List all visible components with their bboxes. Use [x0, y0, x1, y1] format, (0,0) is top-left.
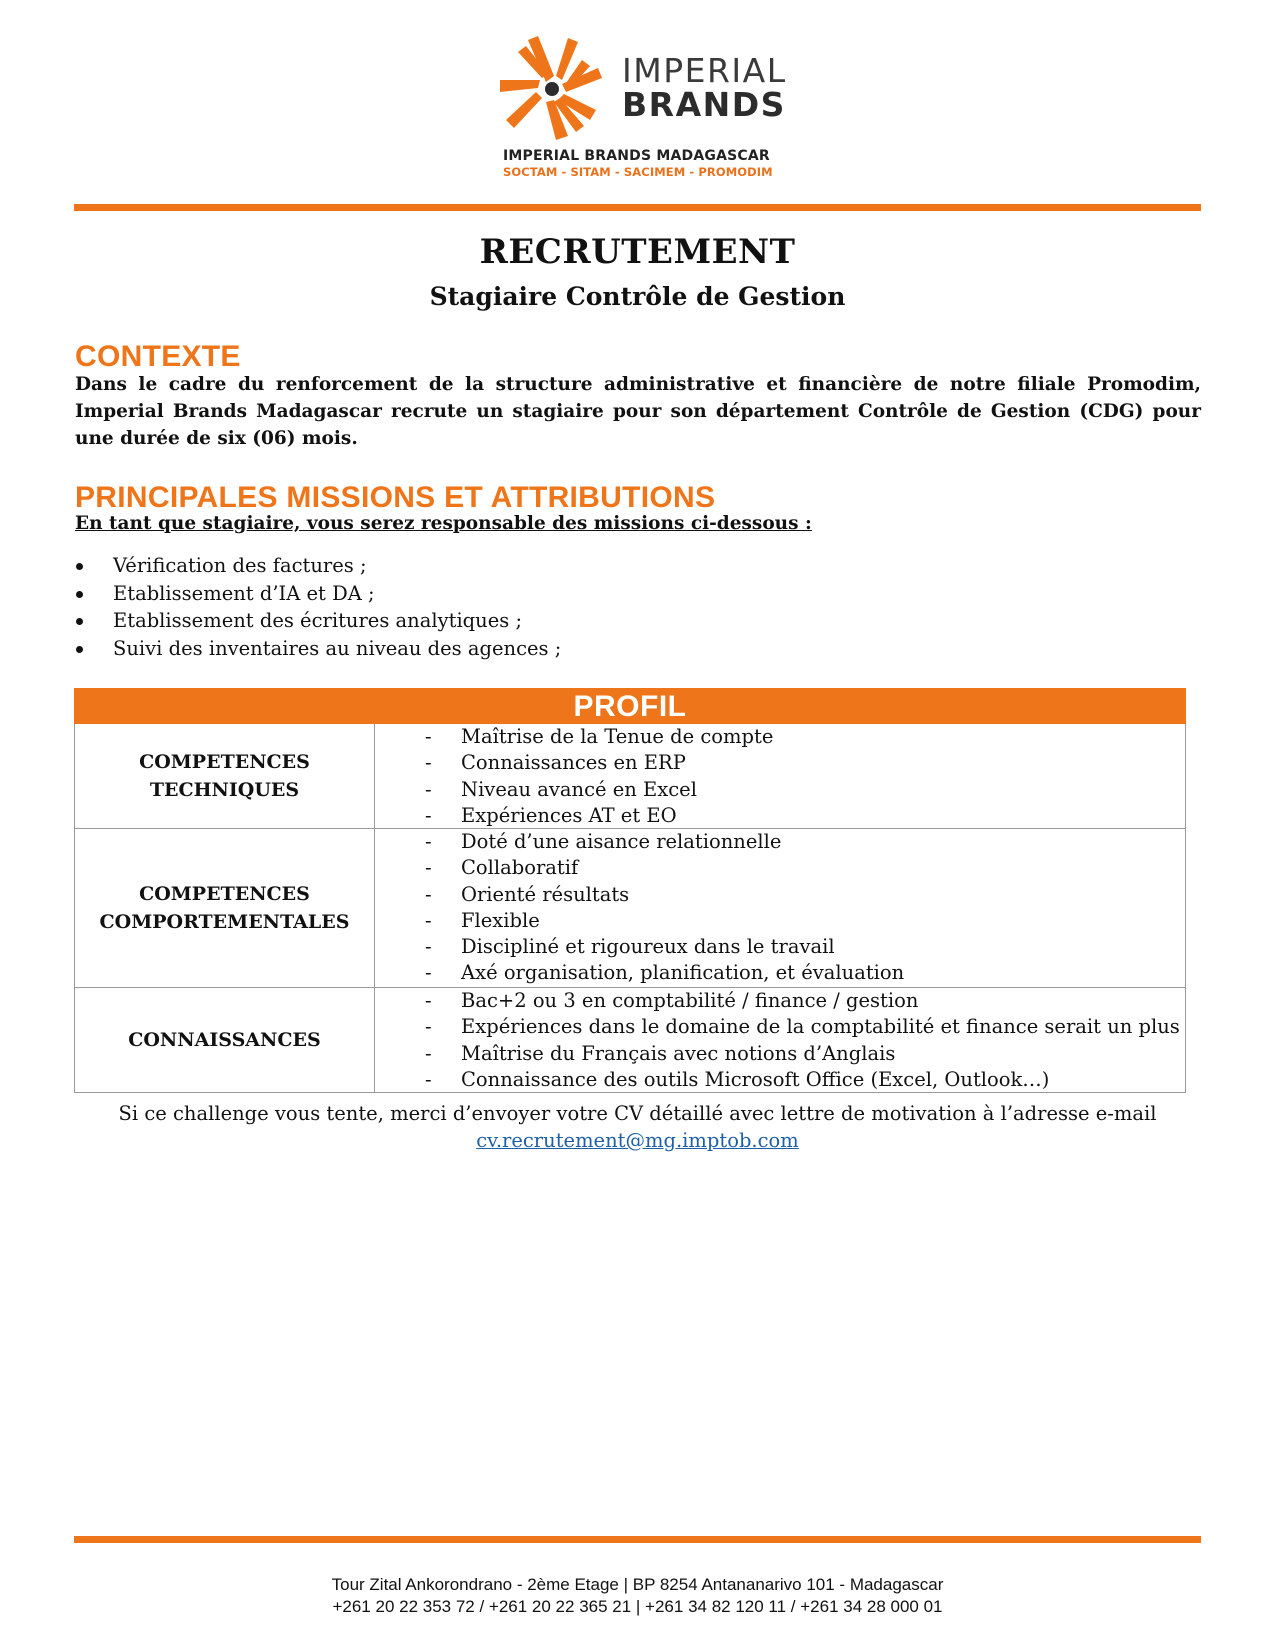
- logo-wordmark: [622, 51, 787, 124]
- item-text: Discipliné et rigoureux dans le travail: [461, 935, 835, 959]
- closing-email-line: [0, 1127, 1275, 1154]
- item-text: Expériences dans le domaine de la comptabilité et finance serait un plus: [461, 1015, 1180, 1039]
- item-text: Bac+2 ou 3 en comptabilité / finance / gestion: [461, 989, 919, 1012]
- dash-marker: -: [425, 989, 432, 1012]
- missions-lead: En tant que stagiaire, vous serez responsable des missions ci-dessous :: [75, 513, 812, 534]
- profil-category: [75, 829, 375, 987]
- company-name: IMPERIAL BRANDS MADAGASCAR: [503, 148, 770, 164]
- item-text: Expériences AT et EO: [461, 803, 677, 827]
- bullet-icon: [76, 591, 83, 598]
- profil-category: [75, 988, 375, 1092]
- footer-phones: +261 20 22 353 72 / +261 20 22 365 21 | +261 34 82 120 11 / +261 34 28 000 01: [332, 1597, 943, 1616]
- list-item: [375, 934, 1185, 960]
- mission-text: Vérification des factures ;: [113, 554, 367, 577]
- list-item: [375, 724, 1185, 750]
- item-text: Connaissance des outils Microsoft Office (Excel, Outlook…): [461, 1067, 1050, 1091]
- dash-marker: -: [425, 725, 432, 748]
- category-line: COMPETENCES: [139, 883, 310, 905]
- table-row: [74, 724, 1186, 829]
- mission-text: Suivi des inventaires au niveau des agences ;: [113, 636, 562, 660]
- bullet-icon: [76, 618, 83, 625]
- profil-items: [375, 724, 1185, 828]
- footer: [0, 1574, 1275, 1618]
- dash-marker: -: [425, 777, 432, 801]
- item-text: Connaissances en ERP: [461, 751, 686, 775]
- dash-marker: -: [425, 830, 432, 853]
- list-item: [375, 882, 1185, 908]
- table-row: [74, 988, 1186, 1093]
- missions-list: [75, 552, 561, 662]
- profil-items: [375, 988, 1185, 1092]
- dash-marker: -: [425, 803, 432, 827]
- profil-heading: PROFIL: [74, 688, 1186, 724]
- table-row: [74, 829, 1186, 988]
- footer-address: Tour Zital Ankorondrano - 2ème Etage | BP 8254 Antananarivo 101 - Madagascar: [331, 1575, 944, 1594]
- list-item: [375, 777, 1185, 803]
- missions-heading: PRINCIPALES MISSIONS ET ATTRIBUTIONS: [75, 481, 716, 514]
- bullet-icon: [76, 563, 83, 570]
- dash-marker: -: [425, 1041, 432, 1065]
- contexte-text: Dans le cadre du renforcement de la structure administrative et financière de notre filiale Promodim, Imperial Brands Madagascar recrute un stagiaire pour son département Contrôle de Gestion (CDG) pour une durée de six (06) mois.: [75, 374, 1201, 449]
- list-item: [375, 829, 1185, 855]
- list-item: [75, 580, 561, 608]
- list-item: [375, 960, 1185, 986]
- item-text: Doté d’une aisance relationnelle: [461, 830, 782, 853]
- email-link[interactable]: cv.recrutement@mg.imptob.com: [476, 1129, 799, 1152]
- header-divider: [74, 204, 1201, 211]
- list-item: [375, 908, 1185, 934]
- bullet-icon: [76, 646, 83, 653]
- list-item: [375, 803, 1185, 829]
- item-text: Flexible: [461, 908, 540, 932]
- list-item: [375, 750, 1185, 776]
- contexte-heading: CONTEXTE: [75, 340, 241, 373]
- item-text: Orienté résultats: [461, 882, 630, 906]
- category-line: TECHNIQUES: [149, 779, 300, 801]
- item-text: Maîtrise du Français avec notions d’Anglais: [461, 1041, 896, 1065]
- category-line: CONNAISSANCES: [128, 1029, 321, 1051]
- dash-marker: -: [425, 856, 432, 880]
- list-item: [75, 607, 561, 635]
- list-item: [375, 1014, 1185, 1040]
- header-logo: [0, 28, 1275, 178]
- profil-category: [75, 724, 375, 828]
- list-item: [375, 988, 1185, 1014]
- item-text: Collaboratif: [461, 856, 579, 880]
- list-item: [75, 552, 561, 580]
- profil-table: [74, 688, 1186, 1093]
- dash-marker: -: [425, 882, 432, 906]
- list-item: [375, 1067, 1185, 1093]
- item-text: Niveau avancé en Excel: [461, 777, 697, 801]
- item-text: Maîtrise de la Tenue de compte: [461, 725, 774, 748]
- page-subtitle: Stagiaire Contrôle de Gestion: [429, 282, 846, 311]
- category-line: COMPETENCES: [139, 751, 310, 773]
- dash-marker: -: [425, 1015, 432, 1039]
- dash-marker: -: [425, 935, 432, 959]
- dash-marker: -: [425, 1067, 432, 1091]
- list-item: [375, 855, 1185, 881]
- closing-text: Si ce challenge vous tente, merci d’envoyer votre CV détaillé avec lettre de motivation à l’adresse e-mail: [118, 1102, 1157, 1125]
- profil-items: [375, 829, 1185, 987]
- dash-marker: -: [425, 751, 432, 775]
- dash-marker: -: [425, 908, 432, 932]
- footer-divider: [74, 1536, 1201, 1543]
- mission-text: Etablissement d’IA et DA ;: [113, 581, 375, 605]
- list-item: [75, 635, 561, 663]
- subsidiaries-list: SOCTAM - SITAM - SACIMEM - PROMODIM: [503, 165, 773, 179]
- category-line: COMPORTEMENTALES: [99, 911, 350, 933]
- page-title: RECRUTEMENT: [479, 232, 796, 272]
- list-item: [375, 1041, 1185, 1067]
- imperial-brands-logo-icon: [498, 32, 608, 142]
- company-subtitle: [503, 148, 773, 179]
- dash-marker: -: [425, 961, 432, 985]
- item-text: Axé organisation, planification, et évaluation: [461, 961, 905, 985]
- logo-line-1: IMPERIAL: [622, 51, 787, 90]
- mission-text: Etablissement des écritures analytiques ;: [113, 609, 523, 632]
- logo-line-2: BRANDS: [622, 85, 786, 124]
